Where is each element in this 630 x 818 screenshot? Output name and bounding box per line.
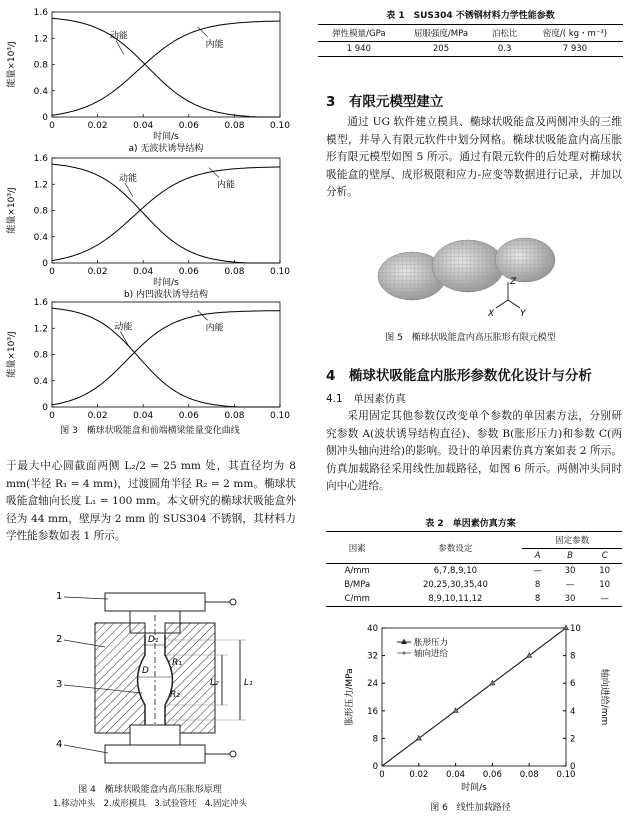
figure-4-diagram <box>50 585 270 775</box>
feed-marker <box>491 682 494 685</box>
figure-3-panel <box>5 298 290 420</box>
table-1-header: 屈服强度/MPa <box>413 29 469 39</box>
kinetic-energy-curve <box>52 18 280 117</box>
x-tick-label: 0.02 <box>87 121 108 131</box>
x-tick-label: 0.08 <box>224 411 245 420</box>
kinetic-leader <box>125 183 133 197</box>
x-tick-label: 0 <box>49 121 55 131</box>
section-3-title: 3 有限元模型建立 <box>326 94 444 110</box>
x-tick-label: 0 <box>49 267 55 277</box>
table-1-cell: 1 940 <box>346 44 371 54</box>
table-2-subheader: A <box>534 551 541 561</box>
table-2-header: 因素 <box>326 532 388 564</box>
dim-d: D <box>142 666 149 676</box>
x-tick-label: 0.06 <box>178 411 199 420</box>
feed-marker <box>454 709 457 712</box>
panel-caption: b) 内凹波状诱导结构 <box>123 290 209 300</box>
y2-tick-label: 4 <box>570 706 576 717</box>
section-4-title: 4 椭球状吸能盒内胀形参数优化设计与分析 <box>326 368 592 384</box>
x-tick-label: 0.02 <box>87 411 108 420</box>
y-tick-label: 1.2 <box>33 324 48 335</box>
dim-d1: D₁ <box>148 635 159 645</box>
x-tick-label: 0.06 <box>178 121 199 131</box>
internal-energy-curve <box>52 21 280 115</box>
y-tick-label: 1.6 <box>33 8 48 18</box>
plot-frame <box>52 12 280 117</box>
table-2-subheader: C <box>601 551 608 561</box>
figure-4-legend: 1.移动冲头 2.成形模具 3.试验管坯 4.固定冲头 <box>53 799 247 809</box>
legend-label-feed: 轴向进给 <box>414 649 449 659</box>
dim-l2: L₂ <box>210 678 219 688</box>
y-tick-label: 0.8 <box>33 206 48 217</box>
dim-l1: L₁ <box>244 678 253 688</box>
figure-3-panel <box>5 154 290 300</box>
figure-3 <box>0 0 300 440</box>
internal-label: 内能 <box>217 180 236 191</box>
y-tick-label: 32 <box>367 651 378 662</box>
table-1-header: 泊松比 <box>491 29 518 39</box>
feed-marker <box>417 737 420 740</box>
series-line-pressure <box>382 628 566 766</box>
kinetic-leader <box>116 40 124 54</box>
dim-r2: R₂ <box>170 690 180 700</box>
x-tick-label: 0.10 <box>269 267 291 277</box>
x-axis-label: 时间/s <box>153 132 179 142</box>
x-tick-label: 0.08 <box>224 267 245 277</box>
table-1-header: 弹性模量/GPa <box>332 29 386 39</box>
legend-marker-pressure <box>401 639 407 645</box>
table-2-header: 固定参数 <box>522 532 622 549</box>
table-row: B/MPa 20,25,30,35,40 8 — 10 <box>344 580 611 590</box>
feed-marker <box>564 626 567 629</box>
y-tick-label: 1.2 <box>33 34 48 45</box>
table-2-header: 参数设定 <box>388 532 522 564</box>
figure-6-caption: 图 6 线性加载路径 <box>430 803 511 813</box>
table-1-cell: 7 930 <box>562 44 588 54</box>
callout-4: 4 <box>56 739 63 750</box>
table-1-title: 表 1 SUS304 不锈钢材料力学性能参数 <box>386 11 555 21</box>
callout-1: 1 <box>56 591 63 602</box>
y-tick-label: 0.8 <box>33 350 48 361</box>
table-row: C/mm 8,9,10,11,12 8 30 — <box>344 594 609 604</box>
table-1-header: 密度/( kg・m⁻³) <box>542 29 608 39</box>
y-tick-label: 0.4 <box>33 232 48 243</box>
fem-mesh-image <box>370 236 570 326</box>
table-2-subheader: B <box>567 551 573 561</box>
table-2-title: 表 2 单因素仿真方案 <box>425 519 516 529</box>
x-tick-label: 0.08 <box>224 121 245 131</box>
kinetic-label: 动能 <box>118 173 137 184</box>
figure-5-fem-model <box>370 236 570 326</box>
section-3-text: 通过 UG 软件建立模具、椭球状吸能盒及两侧冲头的三维模型，并导入有限元软件中划分网格。椭球状吸能盒内高压胀形有限元模型如图 5 所示。通过有限元软件的后处理对椭球状吸能盒的壁厚、成形极限和应力-应变等数据进行记录，并加以分析。 <box>326 116 622 199</box>
y2-tick-label: 0 <box>570 762 576 772</box>
y-tick-label: 0.4 <box>33 86 48 97</box>
x-tick-label: 0.04 <box>133 267 154 277</box>
x-tick-label: 0 <box>49 411 55 420</box>
y-tick-label: 0 <box>42 259 48 269</box>
y-axis-label: 胀形压力/MPa <box>345 668 355 726</box>
y-tick-label: 40 <box>367 624 378 634</box>
callout-2: 2 <box>56 634 63 645</box>
x-axis-label: 时间/s <box>461 783 487 793</box>
plot-frame <box>52 302 280 407</box>
x-tick-label: 0.08 <box>519 770 539 780</box>
internal-energy-curve <box>52 167 280 261</box>
kinetic-energy-curve <box>52 164 280 263</box>
internal-leader <box>209 168 219 178</box>
y-axis-label: 能量×10³/J <box>7 41 17 88</box>
figure-4-caption: 图 4 椭球状吸能盒内高压胀形原理 <box>78 785 222 795</box>
y-tick-label: 1.6 <box>33 298 48 308</box>
internal-label: 内能 <box>205 323 224 334</box>
y-tick-label: 0.4 <box>33 376 48 387</box>
table-1-cell: 205 <box>432 44 450 54</box>
callout-3: 3 <box>56 679 63 690</box>
legend-marker-feed <box>402 651 405 654</box>
y-tick-label: 8 <box>372 734 378 745</box>
internal-energy-curve <box>52 311 280 405</box>
panel-caption: a) 无波状诱导结构 <box>128 144 204 154</box>
figure-3-panel <box>5 8 290 154</box>
x-tick-label: 0.10 <box>269 411 291 420</box>
table-1 <box>318 24 623 57</box>
y-tick-label: 0 <box>42 403 48 413</box>
axis-x-label: X <box>488 309 495 319</box>
figure-3-caption: 图 3 椭球状吸能盒和前端横梁能量变化曲线 <box>60 426 240 436</box>
kinetic-label: 动能 <box>114 322 133 333</box>
y2-tick-label: 6 <box>570 679 576 690</box>
x-tick-label: 0.04 <box>446 770 466 780</box>
y2-tick-label: 2 <box>570 734 576 745</box>
y2-axis-label: 轴向进给/mm <box>599 668 609 726</box>
y-tick-label: 16 <box>367 706 378 717</box>
y-tick-label: 0 <box>372 762 378 772</box>
axis-z-label: Z <box>510 277 517 287</box>
axis-y-label: Y <box>520 309 526 319</box>
kinetic-label: 动能 <box>109 31 128 42</box>
x-tick-label: 0.02 <box>87 267 108 277</box>
plot-frame <box>52 158 280 263</box>
figure-6-chart <box>330 618 620 798</box>
y-tick-label: 1.2 <box>33 180 48 191</box>
x-axis-label: 时间/s <box>153 278 179 288</box>
table-1-cell: 0.3 <box>497 44 512 54</box>
table-2 <box>326 531 622 607</box>
y-tick-label: 1.6 <box>33 154 48 164</box>
x-tick-label: 0.10 <box>556 770 576 780</box>
y-axis-label: 能量×10³/J <box>7 187 17 234</box>
left-body-text: 于最大中心圆截面两侧 L₂/2 = 25 mm 处，其直径均为 8 mm(半径 R₁ = 4 mm)，过渡圆角半径 R₂ = 2 mm。椭球状吸能盒轴向长度 L₁ = 100 mm。本文研究的椭球状吸能盒外径为 44 mm，壁厚为 2 mm 的 SUS304 不锈钢，其材料力学性能参数如表 1 所示。 <box>6 460 296 543</box>
table-row: A/mm 6,7,8,9,10 — 30 10 <box>344 566 611 576</box>
bulging-principle-diagram <box>50 585 270 775</box>
x-tick-label: 0.02 <box>409 770 429 780</box>
y2-tick-label: 10 <box>570 624 581 634</box>
section-4-1-title: 4.1 单因素仿真 <box>326 393 406 405</box>
y-axis-label: 能量×10³/J <box>7 331 17 378</box>
feed-marker <box>528 654 531 657</box>
x-tick-label: 0.06 <box>482 770 502 780</box>
dim-r1: R₁ <box>172 658 182 668</box>
x-tick-label: 0.06 <box>178 267 199 277</box>
section-4-text: 采用固定其他参数仅改变单个参数的单因素方法，分别研究参数 A(波状诱导结构直径)、参数 B(胀形压力)和参数 C(两侧冲头轴向进给)的影响。设计的单因素仿真方案如表 2 所示。仿真加载路径采用线性加载路径，如图 6 所示。两侧冲头同时向中心进给。 <box>326 410 622 493</box>
internal-label: 内能 <box>205 39 224 50</box>
figure-5-caption: 图 5 椭球状吸能盒内高压胀形有限元模型 <box>385 333 556 343</box>
x-tick-label: 0.10 <box>269 121 291 131</box>
y-tick-label: 0.8 <box>33 60 48 71</box>
y-tick-label: 0 <box>42 113 48 123</box>
figure-3-plots <box>0 0 300 420</box>
x-tick-label: 0.04 <box>133 121 154 131</box>
x-tick-label: 0 <box>379 770 385 780</box>
kinetic-energy-curve <box>52 308 280 407</box>
x-tick-label: 0.04 <box>133 411 154 420</box>
y2-tick-label: 8 <box>570 651 576 662</box>
y-tick-label: 24 <box>367 679 378 690</box>
legend-label-pressure: 胀形压力 <box>414 638 449 648</box>
